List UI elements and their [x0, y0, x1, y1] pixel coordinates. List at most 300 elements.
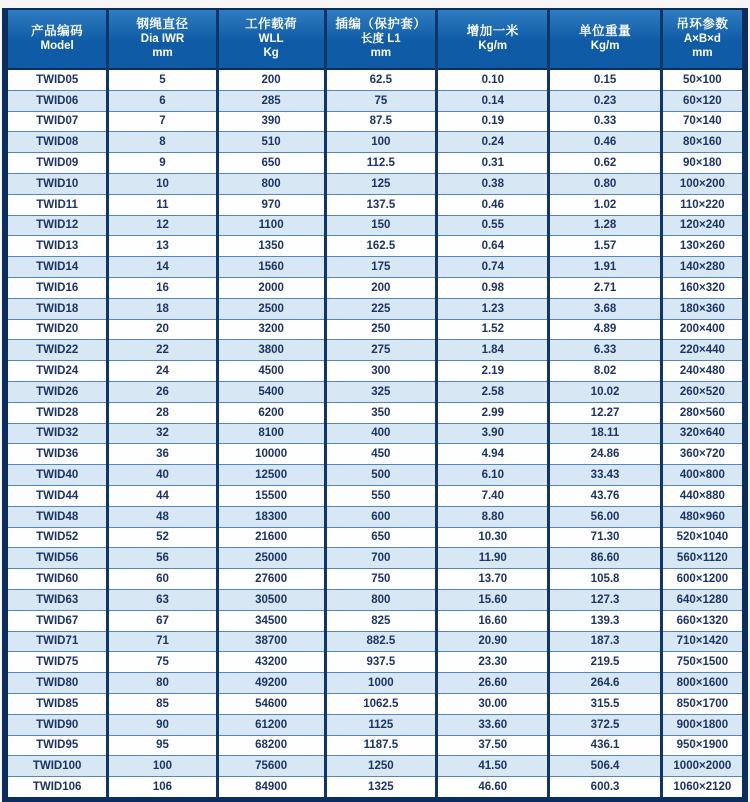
value-cell: 100×200 [661, 173, 742, 194]
value-cell: 600 [325, 506, 437, 527]
value-cell: 260×520 [661, 381, 742, 402]
model-cell: TWID09 [8, 153, 108, 174]
value-cell: 480×960 [661, 506, 742, 527]
model-cell: TWID36 [8, 444, 108, 465]
value-cell: 61200 [217, 714, 325, 735]
value-cell: 21600 [217, 527, 325, 548]
value-cell: 33.43 [549, 465, 661, 486]
table-row [8, 132, 742, 153]
value-cell: 8100 [217, 423, 325, 444]
value-cell: 750×1500 [661, 652, 742, 673]
value-cell: 14 [108, 257, 217, 278]
value-cell: 506.4 [549, 756, 661, 777]
model-cell: TWID32 [8, 423, 108, 444]
value-cell: 1.02 [549, 194, 661, 215]
value-cell: 600×1200 [661, 569, 742, 590]
column-header-line: 单位重量 [579, 23, 632, 38]
table-row [8, 485, 742, 506]
table-row [8, 506, 742, 527]
value-cell: 112.5 [325, 153, 437, 174]
value-cell: 12.27 [549, 402, 661, 423]
model-cell: TWID07 [8, 111, 108, 132]
value-cell: 8.02 [549, 361, 661, 382]
value-cell: 1.84 [437, 340, 549, 361]
column-header-line: 插编（保护套） [335, 16, 427, 31]
value-cell: 5400 [217, 381, 325, 402]
model-cell: TWID11 [8, 194, 108, 215]
value-cell: 22 [108, 340, 217, 361]
model-cell: TWID13 [8, 236, 108, 257]
value-cell: 75 [325, 90, 437, 111]
column-header-line: Kg/m [590, 39, 620, 52]
table-row [8, 90, 742, 111]
column-header-line: 吊环参数 [676, 16, 729, 31]
model-cell: TWID06 [8, 90, 108, 111]
value-cell: 100 [108, 756, 217, 777]
value-cell: 27600 [217, 569, 325, 590]
value-cell: 110×220 [661, 194, 742, 215]
column-header-3 [217, 10, 325, 69]
value-cell: 44 [108, 485, 217, 506]
model-cell: TWID106 [8, 777, 108, 797]
value-cell: 10.30 [437, 527, 549, 548]
model-cell: TWID52 [8, 527, 108, 548]
value-cell: 75600 [217, 756, 325, 777]
value-cell: 1250 [325, 756, 437, 777]
value-cell: 46.60 [437, 777, 549, 797]
value-cell: 882.5 [325, 631, 437, 652]
value-cell: 13 [108, 236, 217, 257]
value-cell: 710×1420 [661, 631, 742, 652]
value-cell: 750 [325, 569, 437, 590]
value-cell: 436.1 [549, 735, 661, 756]
table-row [8, 589, 742, 610]
column-header-line: 长度 L1 [361, 32, 401, 45]
value-cell: 1060×2120 [661, 777, 742, 797]
value-cell: 1560 [217, 257, 325, 278]
value-cell: 63 [108, 589, 217, 610]
value-cell: 11 [108, 194, 217, 215]
value-cell: 1187.5 [325, 735, 437, 756]
value-cell: 20 [108, 319, 217, 340]
value-cell: 80×160 [661, 132, 742, 153]
value-cell: 5 [108, 69, 217, 90]
value-cell: 1.28 [549, 215, 661, 236]
value-cell: 0.64 [437, 236, 549, 257]
column-header-line: A×B×d [683, 32, 721, 45]
value-cell: 500 [325, 465, 437, 486]
value-cell: 12 [108, 215, 217, 236]
value-cell: 1.52 [437, 319, 549, 340]
value-cell: 390 [217, 111, 325, 132]
value-cell: 50×100 [661, 69, 742, 90]
value-cell: 36 [108, 444, 217, 465]
model-cell: TWID80 [8, 673, 108, 694]
value-cell: 2000 [217, 277, 325, 298]
value-cell: 900×1800 [661, 714, 742, 735]
value-cell: 90 [108, 714, 217, 735]
table-row [8, 340, 742, 361]
wire-rope-spec-table [8, 10, 742, 797]
value-cell: 127.3 [549, 589, 661, 610]
column-header-1 [8, 10, 108, 69]
table-row [8, 548, 742, 569]
value-cell: 2.71 [549, 277, 661, 298]
value-cell: 660×1320 [661, 610, 742, 631]
value-cell: 300 [325, 361, 437, 382]
value-cell: 38700 [217, 631, 325, 652]
value-cell: 67 [108, 610, 217, 631]
value-cell: 0.23 [549, 90, 661, 111]
value-cell: 90×180 [661, 153, 742, 174]
value-cell: 0.38 [437, 173, 549, 194]
value-cell: 1000 [325, 673, 437, 694]
value-cell: 52 [108, 527, 217, 548]
value-cell: 6 [108, 90, 217, 111]
value-cell: 28 [108, 402, 217, 423]
value-cell: 350 [325, 402, 437, 423]
table-row [8, 402, 742, 423]
column-header-2 [108, 10, 217, 69]
value-cell: 130×260 [661, 236, 742, 257]
model-cell: TWID95 [8, 735, 108, 756]
value-cell: 640×1280 [661, 589, 742, 610]
value-cell: 9 [108, 153, 217, 174]
model-cell: TWID56 [8, 548, 108, 569]
column-header-line: mm [370, 46, 392, 59]
value-cell: 1125 [325, 714, 437, 735]
value-cell: 264.6 [549, 673, 661, 694]
value-cell: 325 [325, 381, 437, 402]
value-cell: 800×1600 [661, 673, 742, 694]
value-cell: 75 [108, 652, 217, 673]
table-row [8, 194, 742, 215]
value-cell: 48 [108, 506, 217, 527]
model-cell: TWID85 [8, 693, 108, 714]
column-header-line: 工作载荷 [245, 16, 298, 31]
value-cell: 3200 [217, 319, 325, 340]
model-cell: TWID63 [8, 589, 108, 610]
value-cell: 2.58 [437, 381, 549, 402]
model-cell: TWID12 [8, 215, 108, 236]
value-cell: 6.10 [437, 465, 549, 486]
value-cell: 4.89 [549, 319, 661, 340]
value-cell: 18300 [217, 506, 325, 527]
value-cell: 187.3 [549, 631, 661, 652]
value-cell: 937.5 [325, 652, 437, 673]
value-cell: 85 [108, 693, 217, 714]
column-header-line: mm [152, 46, 173, 59]
table-row [8, 569, 742, 590]
value-cell: 140×280 [661, 257, 742, 278]
value-cell: 0.31 [437, 153, 549, 174]
value-cell: 43200 [217, 652, 325, 673]
value-cell: 1000×2000 [661, 756, 742, 777]
value-cell: 0.10 [437, 69, 549, 90]
value-cell: 125 [325, 173, 437, 194]
value-cell: 80 [108, 673, 217, 694]
value-cell: 137.5 [325, 194, 437, 215]
value-cell: 60 [108, 569, 217, 590]
table-row [8, 361, 742, 382]
value-cell: 56 [108, 548, 217, 569]
table-row [8, 693, 742, 714]
column-header-line: 增加一米 [466, 23, 519, 38]
table-row [8, 631, 742, 652]
value-cell: 60×120 [661, 90, 742, 111]
value-cell: 7 [108, 111, 217, 132]
model-cell: TWID71 [8, 631, 108, 652]
value-cell: 150 [325, 215, 437, 236]
value-cell: 1062.5 [325, 693, 437, 714]
column-header-4 [325, 10, 437, 69]
model-cell: TWID60 [8, 569, 108, 590]
table-row [8, 153, 742, 174]
value-cell: 400 [325, 423, 437, 444]
value-cell: 0.62 [549, 153, 661, 174]
value-cell: 1350 [217, 236, 325, 257]
value-cell: 1.57 [549, 236, 661, 257]
table-row [8, 257, 742, 278]
value-cell: 4500 [217, 361, 325, 382]
model-cell: TWID05 [8, 69, 108, 90]
value-cell: 26.60 [437, 673, 549, 694]
value-cell: 0.15 [549, 69, 661, 90]
value-cell: 0.74 [437, 257, 549, 278]
value-cell: 70×140 [661, 111, 742, 132]
value-cell: 219.5 [549, 652, 661, 673]
model-cell: TWID24 [8, 361, 108, 382]
value-cell: 360×720 [661, 444, 742, 465]
value-cell: 320×640 [661, 423, 742, 444]
value-cell: 49200 [217, 673, 325, 694]
value-cell: 285 [217, 90, 325, 111]
value-cell: 175 [325, 257, 437, 278]
table-row [8, 319, 742, 340]
column-header-line: Model [40, 39, 74, 52]
value-cell: 0.46 [549, 132, 661, 153]
value-cell: 2500 [217, 298, 325, 319]
value-cell: 0.46 [437, 194, 549, 215]
value-cell: 0.80 [549, 173, 661, 194]
table-body [8, 69, 742, 797]
value-cell: 450 [325, 444, 437, 465]
table-row [8, 173, 742, 194]
value-cell: 550 [325, 485, 437, 506]
value-cell: 6.33 [549, 340, 661, 361]
column-header-5 [437, 10, 549, 69]
value-cell: 120×240 [661, 215, 742, 236]
value-cell: 33.60 [437, 714, 549, 735]
value-cell: 240×480 [661, 361, 742, 382]
model-cell: TWID14 [8, 257, 108, 278]
value-cell: 32 [108, 423, 217, 444]
model-cell: TWID10 [8, 173, 108, 194]
value-cell: 1325 [325, 777, 437, 797]
value-cell: 10000 [217, 444, 325, 465]
value-cell: 15500 [217, 485, 325, 506]
column-header-7 [661, 10, 742, 69]
table-row [8, 236, 742, 257]
table-row [8, 277, 742, 298]
value-cell: 250 [325, 319, 437, 340]
value-cell: 400×800 [661, 465, 742, 486]
table-row [8, 69, 742, 90]
value-cell: 15.60 [437, 589, 549, 610]
value-cell: 12500 [217, 465, 325, 486]
value-cell: 54600 [217, 693, 325, 714]
value-cell: 280×560 [661, 402, 742, 423]
value-cell: 43.76 [549, 485, 661, 506]
value-cell: 18 [108, 298, 217, 319]
value-cell: 71 [108, 631, 217, 652]
value-cell: 1100 [217, 215, 325, 236]
value-cell: 6200 [217, 402, 325, 423]
value-cell: 24.86 [549, 444, 661, 465]
model-cell: TWID18 [8, 298, 108, 319]
value-cell: 40 [108, 465, 217, 486]
table-row [8, 444, 742, 465]
column-header-line: 产品编码 [31, 23, 84, 38]
value-cell: 520×1040 [661, 527, 742, 548]
value-cell: 11.90 [437, 548, 549, 569]
value-cell: 62.5 [325, 69, 437, 90]
value-cell: 37.50 [437, 735, 549, 756]
value-cell: 105.8 [549, 569, 661, 590]
table-row [8, 756, 742, 777]
value-cell: 180×360 [661, 298, 742, 319]
model-cell: TWID40 [8, 465, 108, 486]
value-cell: 440×880 [661, 485, 742, 506]
value-cell: 86.60 [549, 548, 661, 569]
value-cell: 2.19 [437, 361, 549, 382]
model-cell: TWID16 [8, 277, 108, 298]
model-cell: TWID67 [8, 610, 108, 631]
value-cell: 24 [108, 361, 217, 382]
value-cell: 0.98 [437, 277, 549, 298]
value-cell: 1.23 [437, 298, 549, 319]
model-cell: TWID26 [8, 381, 108, 402]
table-row [8, 423, 742, 444]
value-cell: 84900 [217, 777, 325, 797]
value-cell: 4.94 [437, 444, 549, 465]
value-cell: 850×1700 [661, 693, 742, 714]
table-frame [2, 8, 748, 802]
value-cell: 2.99 [437, 402, 549, 423]
value-cell: 23.30 [437, 652, 549, 673]
table-header [8, 10, 742, 69]
value-cell: 650 [217, 153, 325, 174]
value-cell: 87.5 [325, 111, 437, 132]
table-row [8, 673, 742, 694]
model-cell: TWID75 [8, 652, 108, 673]
value-cell: 16.60 [437, 610, 549, 631]
column-header-line: Kg [263, 46, 279, 59]
value-cell: 56.00 [549, 506, 661, 527]
value-cell: 30.00 [437, 693, 549, 714]
value-cell: 315.5 [549, 693, 661, 714]
value-cell: 800 [217, 173, 325, 194]
table-row [8, 735, 742, 756]
value-cell: 3800 [217, 340, 325, 361]
model-cell: TWID22 [8, 340, 108, 361]
value-cell: 650 [325, 527, 437, 548]
model-cell: TWID44 [8, 485, 108, 506]
value-cell: 30500 [217, 589, 325, 610]
column-header-line: Dia IWR [140, 32, 185, 45]
value-cell: 95 [108, 735, 217, 756]
value-cell: 13.70 [437, 569, 549, 590]
value-cell: 34500 [217, 610, 325, 631]
table-row [8, 215, 742, 236]
value-cell: 10.02 [549, 381, 661, 402]
value-cell: 220×440 [661, 340, 742, 361]
table-row [8, 777, 742, 797]
value-cell: 510 [217, 132, 325, 153]
column-header-line: Kg/m [478, 39, 508, 52]
value-cell: 10 [108, 173, 217, 194]
value-cell: 20.90 [437, 631, 549, 652]
value-cell: 0.55 [437, 215, 549, 236]
model-cell: TWID20 [8, 319, 108, 340]
value-cell: 106 [108, 777, 217, 797]
value-cell: 1.91 [549, 257, 661, 278]
table-row [8, 465, 742, 486]
value-cell: 0.19 [437, 111, 549, 132]
column-header-line: mm [692, 46, 713, 59]
model-cell: TWID90 [8, 714, 108, 735]
model-cell: TWID48 [8, 506, 108, 527]
value-cell: 372.5 [549, 714, 661, 735]
value-cell: 162.5 [325, 236, 437, 257]
table-row [8, 610, 742, 631]
value-cell: 0.14 [437, 90, 549, 111]
table-row [8, 652, 742, 673]
value-cell: 3.90 [437, 423, 549, 444]
value-cell: 18.11 [549, 423, 661, 444]
value-cell: 8.80 [437, 506, 549, 527]
value-cell: 200×400 [661, 319, 742, 340]
model-cell: TWID100 [8, 756, 108, 777]
table-row [8, 527, 742, 548]
value-cell: 275 [325, 340, 437, 361]
value-cell: 25000 [217, 548, 325, 569]
table-row [8, 298, 742, 319]
value-cell: 139.3 [549, 610, 661, 631]
column-header-line: 钢绳直径 [136, 16, 189, 31]
table-row [8, 714, 742, 735]
table-row [8, 111, 742, 132]
value-cell: 8 [108, 132, 217, 153]
value-cell: 970 [217, 194, 325, 215]
value-cell: 100 [325, 132, 437, 153]
value-cell: 41.50 [437, 756, 549, 777]
value-cell: 825 [325, 610, 437, 631]
value-cell: 0.33 [549, 111, 661, 132]
column-header-line: WLL [258, 32, 284, 45]
value-cell: 26 [108, 381, 217, 402]
value-cell: 160×320 [661, 277, 742, 298]
value-cell: 225 [325, 298, 437, 319]
value-cell: 200 [325, 277, 437, 298]
value-cell: 200 [217, 69, 325, 90]
value-cell: 950×1900 [661, 735, 742, 756]
value-cell: 700 [325, 548, 437, 569]
header-row [8, 10, 742, 69]
value-cell: 0.24 [437, 132, 549, 153]
value-cell: 7.40 [437, 485, 549, 506]
value-cell: 560×1120 [661, 548, 742, 569]
